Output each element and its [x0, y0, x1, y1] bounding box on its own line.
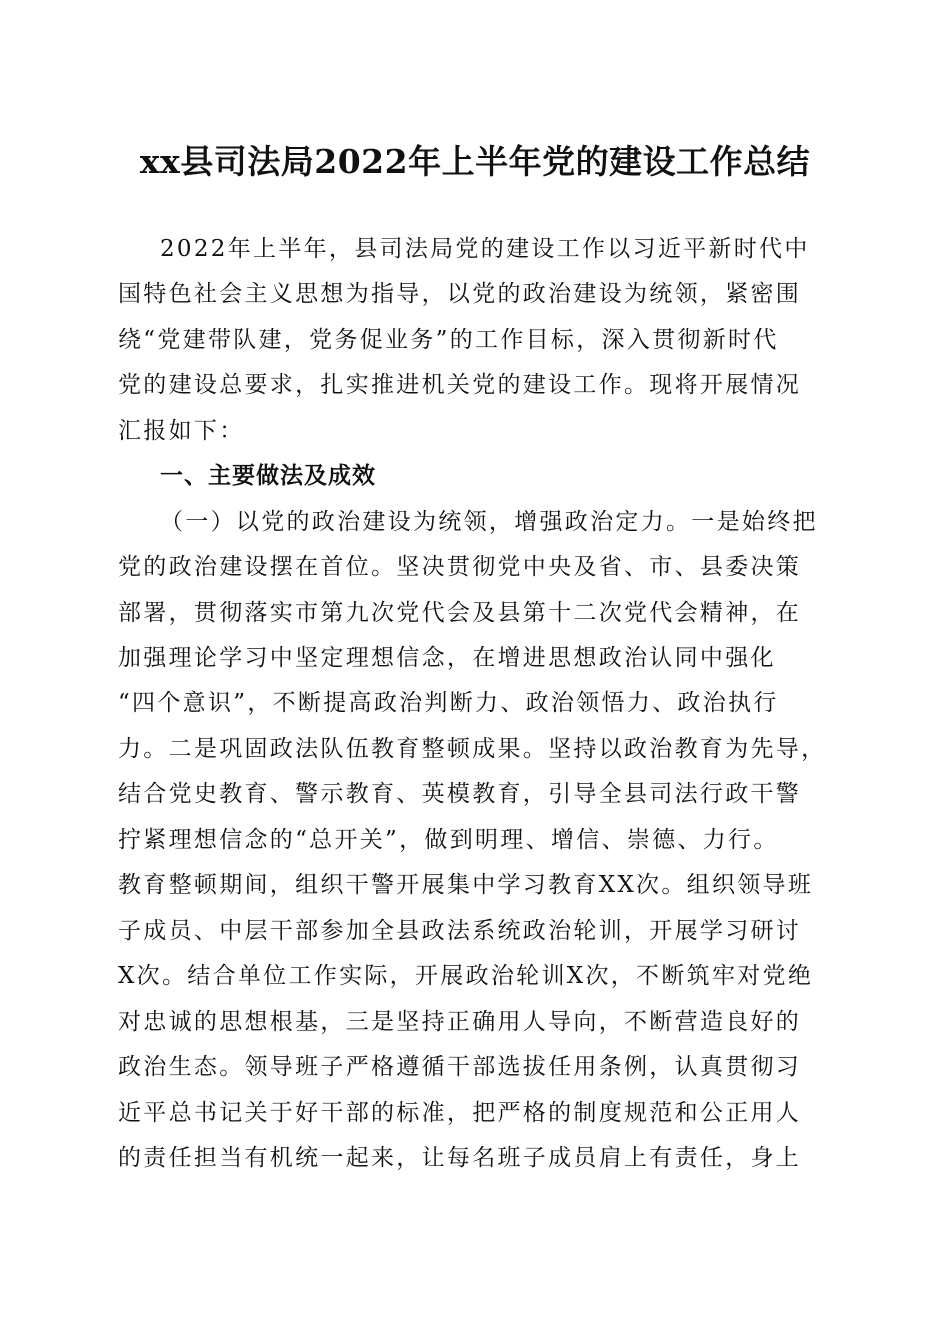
body-line-10: 子成员、中层干部参加全县政法系统政治轮训，开展学习研讨: [118, 918, 802, 944]
intro-line-4: 党的建设总要求，扎实推进机关党的建设工作。现将开展情况: [118, 372, 802, 398]
body-line-6: 力。二是巩固政法队伍教育整顿成果。坚持以政治教育为先导，: [118, 736, 827, 762]
body-line-14: 近平总书记关于好干部的标准，把严格的制度规范和公正用人: [118, 1100, 802, 1126]
body-line-3: 部署，贯彻落实市第九次党代会及县第十二次党代会精神，在: [118, 600, 802, 626]
body-line-13: 政治生态。领导班子严格遵循干部选拔任用条例，认真贯彻习: [118, 1054, 802, 1080]
body-line-9: 教育整顿期间，组织干警开展集中学习教育XX次。组织领导班: [118, 872, 814, 898]
body-line-1: （一）以党的政治建设为统领，增强政治定力。一是始终把: [160, 509, 818, 535]
intro-line-3: 绕“党建带队建，党务促业务”的工作目标，深入贯彻新时代: [118, 327, 779, 353]
section-heading: 一、主要做法及成效: [160, 463, 376, 489]
intro-line-5: 汇报如下：: [118, 418, 245, 444]
body-line-5: “四个意识”，不断提高政治判断力、政治领悟力、政治执行: [118, 690, 779, 716]
body-line-12: 对忠诚的思想根基，三是坚持正确用人导向，不断营造良好的: [118, 1009, 802, 1035]
intro-line-2: 国特色社会主义思想为指导，以党的政治建设为统领，紧密围: [118, 281, 802, 307]
body-line-4: 加强理论学习中坚定理想信念，在增进思想政治认同中强化: [118, 645, 776, 671]
intro-line-1: 2022年上半年，县司法局党的建设工作以习近平新时代中: [160, 236, 810, 262]
body-line-7: 结合党史教育、警示教育、英模教育，引导全县司法行政干警: [118, 781, 802, 807]
body-line-8: 拧紧理想信念的“总开关”，做到明理、增信、崇德、力行。: [118, 827, 779, 853]
body-line-11: X次。结合单位工作实际，开展政治轮训X次，不断筑牢对党绝: [118, 963, 814, 989]
document-title: xx县司法局2022年上半年党的建设工作总结: [139, 142, 811, 181]
body-line-15: 的责任担当有机统一起来，让每名班子成员肩上有责任，身上: [118, 1145, 802, 1171]
body-line-2: 党的政治建设摆在首位。坚决贯彻党中央及省、市、县委决策: [118, 554, 802, 580]
